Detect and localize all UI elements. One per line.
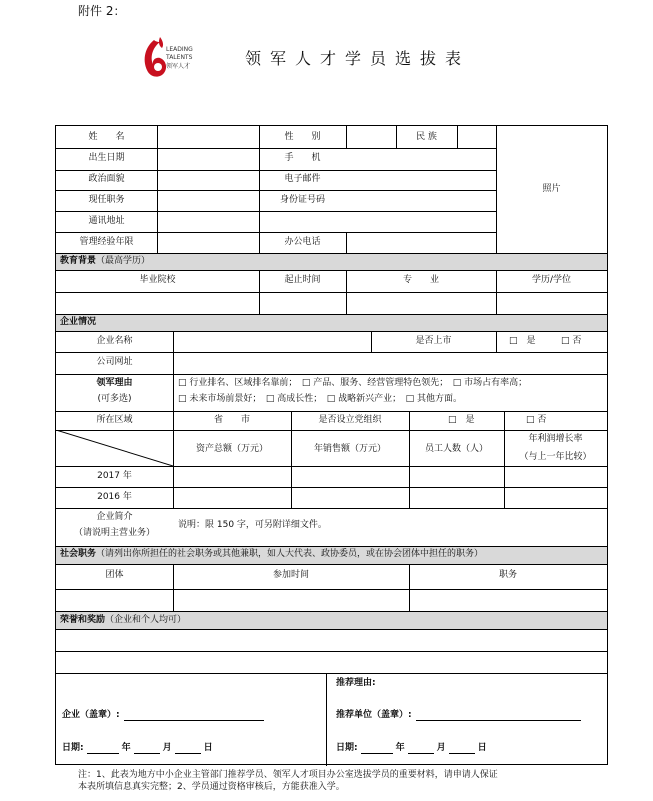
col-profit-growth-note: （与上一年比较）	[519, 452, 592, 462]
footnote-line-1: 注：1、此表为地方中小企业主管部门推荐学员、领军人才项目办公室选拔学员的重要材料，请申请人保证	[78, 770, 498, 780]
party-no-checkbox[interactable]: □ 否	[526, 415, 547, 425]
label-multi-select: (可多选)	[97, 394, 132, 404]
label-email: 电子邮件	[284, 174, 321, 184]
label-gender: 性 别	[284, 132, 321, 142]
label-party-org: 是否设立党组织	[318, 415, 382, 425]
province-city: 省 市	[213, 415, 250, 425]
col-degree: 学历/学位	[531, 275, 572, 285]
photo-box-label: 照片	[542, 184, 561, 194]
col-profit-growth: 年利润增长率	[528, 434, 583, 444]
selection-form-table	[55, 125, 608, 765]
label-company-name: 企业名称	[96, 336, 133, 346]
recommender-seal[interactable]: 推荐单位（盖章）:	[336, 710, 581, 721]
col-employees: 员工人数（人）	[424, 444, 488, 454]
label-lead-reason: 领军理由	[96, 378, 133, 388]
leading-talents-logo	[140, 36, 230, 82]
listed-yes-checkbox[interactable]: □ 是	[509, 336, 536, 346]
enterprise-header: 企业情况	[60, 317, 97, 327]
col-period: 起止时间	[284, 275, 321, 285]
col-organization: 团体	[105, 570, 124, 580]
company-seal[interactable]: 企业（盖章）:	[62, 710, 264, 721]
label-political-status: 政治面貌	[88, 174, 125, 184]
form-title: 领军人才学员选拔表	[245, 49, 471, 68]
col-role: 职务	[498, 570, 517, 580]
ethnicity-field[interactable]	[458, 127, 495, 147]
label-intro-note: （请说明主营业务）	[73, 528, 155, 538]
honors-header: 荣誉和奖励（企业和个人均可）	[60, 615, 187, 625]
footnote	[78, 769, 498, 793]
label-id-number: 身份证号码	[279, 195, 325, 205]
row-2016: 2016 年	[97, 492, 132, 502]
footnote-line-2: 本表所填信息真实完整；2、学员通过资格审核后，方能获准入学。	[78, 782, 345, 792]
label-mobile: 手 机	[284, 153, 321, 163]
attachment-label: 附件 2：	[78, 4, 126, 18]
label-company-intro: 企业简介	[96, 512, 133, 522]
logo-text-talents: TALENTS	[166, 54, 193, 61]
label-birth-date: 出生日期	[88, 153, 125, 163]
label-management-years: 管理经验年限	[79, 237, 134, 247]
col-school: 毕业院校	[139, 275, 176, 285]
party-yes-checkbox[interactable]: □ 是	[448, 415, 475, 425]
label-current-position: 现任职务	[88, 195, 125, 205]
education-header: 教育背景（最高学历）	[60, 256, 151, 266]
label-region: 所在区域	[96, 415, 133, 425]
diagonal-header-cell	[56, 430, 173, 466]
label-office-phone: 办公电话	[284, 237, 321, 247]
listed-no-checkbox[interactable]: □ 否	[561, 336, 582, 346]
social-header: 社会职务（请列出你所担任的社会职务或其他兼职，如人大代表、政协委员，或在协会团体中担任的职务）	[60, 549, 484, 559]
label-address: 通讯地址	[88, 216, 125, 226]
row-2017: 2017 年	[97, 471, 132, 481]
intro-instructions: 说明：限 150 字，可另附详细文件。	[178, 520, 327, 530]
lead-options-row-1[interactable]: □ 行业排名、区域排名靠前； □ 产品、服务、经营管理特色领先； □ 市场占有率高；	[178, 378, 528, 388]
lead-options-row-2[interactable]: □ 未来市场前景好； □ 高成长性； □ 战略新兴产业； □ 其他方面。	[178, 394, 462, 404]
name-field[interactable]	[158, 127, 258, 147]
label-listed: 是否上市	[415, 336, 452, 346]
label-website: 公司网址	[96, 357, 133, 367]
gender-field[interactable]	[347, 127, 395, 147]
recommender-date[interactable]: 日期: 年 月 日	[336, 743, 487, 753]
label-ethnicity: 民 族	[416, 132, 437, 142]
label-recommend-reason: 推荐理由:	[336, 678, 376, 688]
col-sales: 年销售额（万元）	[313, 444, 386, 454]
logo-text-cn: 领军人才	[166, 63, 191, 70]
label-name: 姓 名	[88, 132, 125, 142]
col-major: 专 业	[402, 275, 439, 285]
enterprise-band	[56, 314, 607, 331]
photo-box[interactable]	[497, 127, 606, 252]
col-join-time: 参加时间	[272, 570, 309, 580]
col-assets: 资产总额（万元）	[195, 444, 268, 454]
logo-text-leading: LEADING	[166, 46, 193, 53]
company-date[interactable]: 日期: 年 月 日	[62, 743, 213, 753]
